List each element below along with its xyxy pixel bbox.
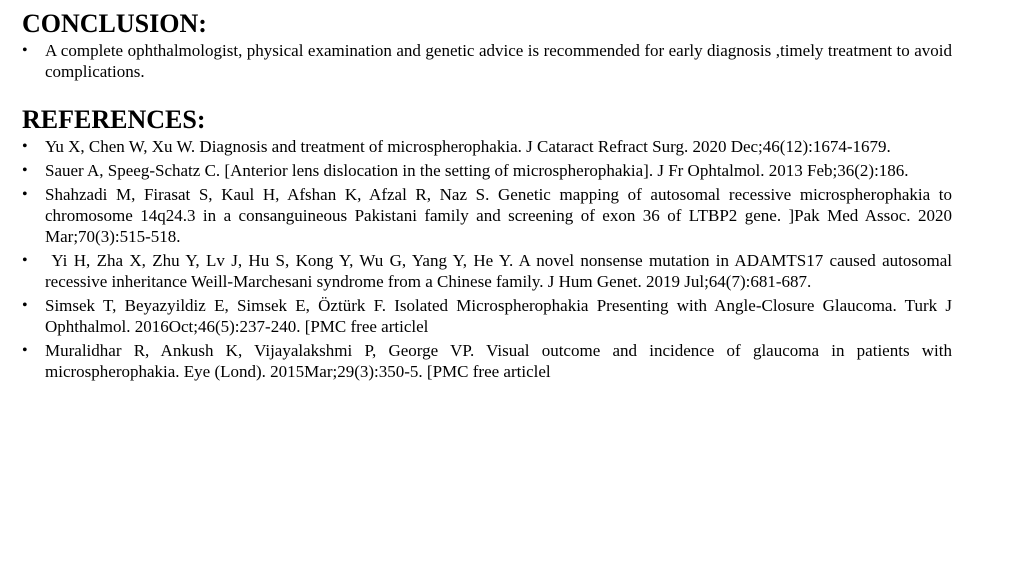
reference-item-text: Sauer A, Speeg-Schatz C. [Anterior lens dislocation in the setting of microspherophakia]. J Fr Ophtalmol. 2013 Feb;36(2):186. <box>45 161 909 180</box>
conclusion-item-text: A complete ophthalmologist, physical examination and genetic advice is recommended for early diagnosis ,timely treatment to avoid complications. <box>45 41 952 81</box>
reference-item-text: Yu X, Chen W, Xu W. Diagnosis and treatment of microspherophakia. J Cataract Refract Surg. 2020 Dec;46(12):1674-1679. <box>45 137 891 156</box>
slide-content <box>22 8 957 385</box>
reference-item-text: Simsek T, Beyazyildiz E, Simsek E, Öztürk F. Isolated Microspherophakia Presenting with Angle-Closure Glaucoma. Turk J Ophthalmol. 2016Oct;46(5):237-240. [PMC free articlel <box>45 296 952 336</box>
conclusion-heading: CONCLUSION: <box>22 9 207 38</box>
reference-item <box>22 136 952 157</box>
reference-item <box>22 184 952 247</box>
reference-item <box>22 340 952 382</box>
reference-item-text: Yi H, Zha X, Zhu Y, Lv J, Hu S, Kong Y, Wu G, Yang Y, He Y. A novel nonsense mutation in ADAMTS17 caused autosomal recessive inheritance Weill-Marchesani syndrome from a Chinese family. J Hum Genet. 2019 Jul;64(7):681-687. <box>45 251 957 291</box>
reference-item-text: Shahzadi M, Firasat S, Kaul H, Afshan K, Afzal R, Naz S. Genetic mapping of autosomal recessive microspherophakia to chromosome 14q24.3 in a consanguineous Pakistani family and screening of exon 36 of LTBP2 gene. ]Pak Med Assoc. 2020 Mar;70(3):515-518. <box>45 185 952 246</box>
bullet-icon: • <box>22 138 28 155</box>
bullet-icon: • <box>22 186 28 203</box>
reference-item-text: Muralidhar R, Ankush K, Vijayalakshmi P, George VP. Visual outcome and incidence of glaucoma in patients with microspherophakia. Eye (Lond). 2015Mar;29(3):350-5. [PMC free articlel <box>45 341 952 381</box>
bullet-icon: • <box>22 42 28 59</box>
references-section <box>22 104 957 382</box>
conclusion-item <box>22 40 952 82</box>
reference-item <box>22 160 952 181</box>
reference-item <box>22 250 957 292</box>
bullet-icon: • <box>22 162 28 179</box>
conclusion-list <box>22 40 952 82</box>
reference-item <box>22 295 952 337</box>
bullet-icon: • <box>22 252 28 269</box>
conclusion-section <box>22 8 952 82</box>
bullet-icon: • <box>22 342 28 359</box>
references-list <box>22 136 957 382</box>
bullet-icon: • <box>22 297 28 314</box>
references-heading: REFERENCES: <box>22 105 206 134</box>
